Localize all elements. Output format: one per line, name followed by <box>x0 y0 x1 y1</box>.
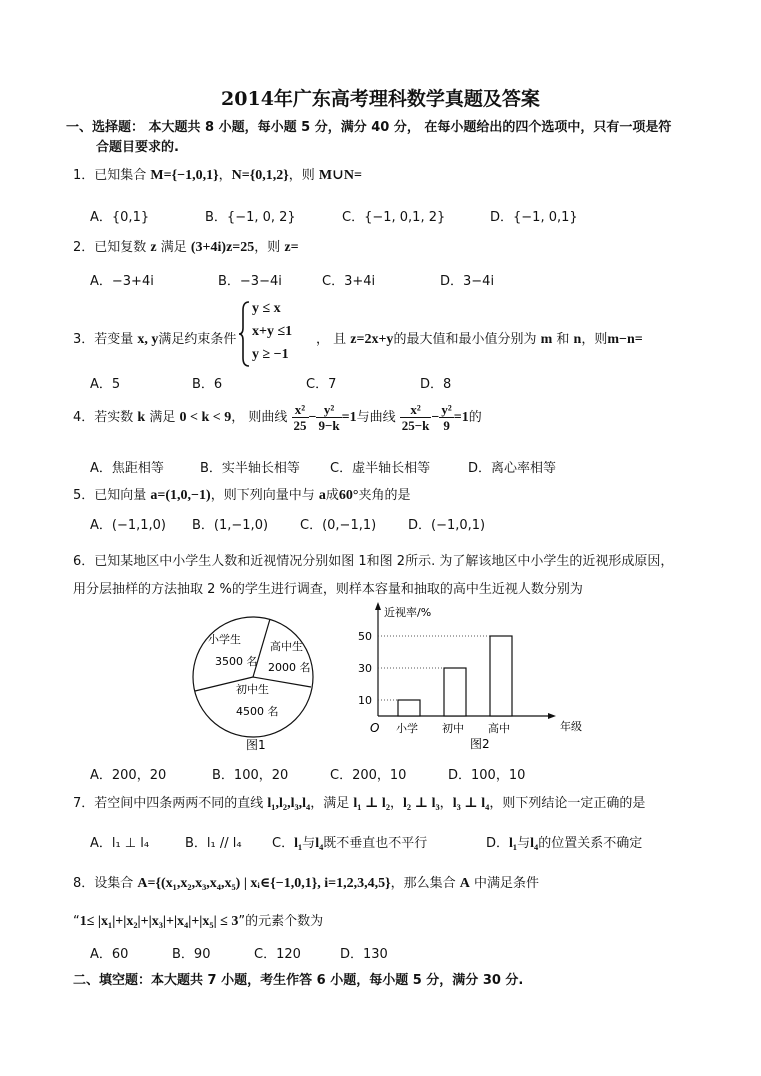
brace-icon <box>237 300 251 368</box>
pie-chart-figure-1 <box>190 605 330 755</box>
y-tick-label: 50 <box>358 630 372 643</box>
x-tick-label: 高中 <box>488 722 510 735</box>
q1-option-c: C．{−1, 0,1, 2} <box>342 210 446 225</box>
q1-option-a: A．{0,1} <box>90 210 150 225</box>
bar-1 <box>444 668 466 716</box>
q8-option-a: A．60 <box>90 947 129 962</box>
q4-option-b: B．实半轴长相等 <box>200 461 300 476</box>
bar-0 <box>398 700 420 716</box>
pie-label-high: 高中生 <box>270 640 303 653</box>
section1-header-line2: 合题目要求的. <box>96 140 179 155</box>
q4-option-d: D．离心率相等 <box>468 461 557 476</box>
q8-option-d: D．130 <box>340 947 388 962</box>
y-tick-label: 10 <box>358 694 372 707</box>
section1-header-line1: 一、选择题： 本大题共 8 小题，每小题 5 分，满分 40 分， 在每小题给出的四个选项中，只有一项是符 <box>66 120 672 135</box>
q5-option-a: A．(−1,1,0) <box>90 518 167 533</box>
constraint-2: x+y ≤1 <box>252 324 293 339</box>
bar-2 <box>490 636 512 716</box>
q6-option-b: B．100，20 <box>212 768 289 783</box>
section2-header: 二、填空题：本大题共 7 小题，考生作答 6 小题，每小题 5 分，满分 30 分. <box>73 973 524 988</box>
q7-option-b: B．l₁ // l₄ <box>185 836 242 851</box>
question-1: 1．已知集合 M={−1,0,1}，N={0,1,2}，则 M∪N= <box>73 168 362 183</box>
pie-count-middle: 4500 名 <box>236 705 279 718</box>
x-axis-arrow-icon <box>548 713 556 719</box>
fraction: $\frac{\text{x²}}{25}$ <box>293 402 307 433</box>
q6-option-a: A．200，20 <box>90 768 167 783</box>
question-6-line2: 用分层抽样的方法抽取 2 %的学生进行调查，则样本容量和抽取的高中生近视人数分别为 <box>73 582 583 597</box>
question-4: 4．若实数 k 满足 0 < k < 9， 则曲线 $\frac{\text{x²}}{25}$ − $\frac{\text{y²}}{9-k}$ =1与曲线 $\frac{\text{x²}}{25-k}$ − $\frac{\text{y²}}{9}$ =1的 <box>73 402 482 433</box>
question-3-tail: ， 且 z=2x+y的最大值和最小值分别为 m 和 n，则m−n= <box>316 332 643 347</box>
pie-count-high: 2000 名 <box>268 661 311 674</box>
q7-option-c: C．l₁与l₄既不垂直也不平行 <box>272 836 428 851</box>
question-5: 5．已知向量 a=(1,0,−1)，则下列向量中与 a成60°夹角的是 <box>73 488 411 503</box>
origin-label: O <box>370 721 380 735</box>
q3-option-d: D．8 <box>420 377 452 392</box>
q7-option-a: A．l₁ ⊥ l₄ <box>90 836 150 851</box>
question-2: 2．已知复数 z 满足 (3+4i)z=25，则 z= <box>73 240 299 255</box>
question-8: 8．设集合 A={(x₁,x₂,x₃,x₄,x₅) | xᵢ∈{−1,0,1}, i=1,2,3,4,5}，那么集合 A 中满足条件 <box>73 876 540 891</box>
fraction: $\frac{\text{x²}}{25-k}$ <box>401 402 430 433</box>
pie-count-primary: 3500 名 <box>215 655 258 668</box>
q5-option-c: C．(0,−1,1) <box>300 518 377 533</box>
y-axis-arrow-icon <box>375 602 381 610</box>
fraction: $\frac{\text{y²}}{9-k}$ <box>318 402 340 433</box>
q3-option-a: A．5 <box>90 377 121 392</box>
q6-option-d: D．100，10 <box>448 768 526 783</box>
figure-1-caption: 图1 <box>246 738 266 752</box>
q3-option-c: C．7 <box>306 377 337 392</box>
q5-option-d: D．(−1,0,1) <box>408 518 486 533</box>
q6-option-c: C．200，10 <box>330 768 407 783</box>
bar-chart-figure-2 <box>360 600 600 755</box>
page-title: 2014年广东高考理科数学真题及答案 <box>221 88 540 110</box>
q2-option-a: A．−3+4i <box>90 274 154 289</box>
constraint-1: y ≤ x <box>252 301 281 316</box>
q8-option-c: C．120 <box>254 947 301 962</box>
x-axis-label: 年级 <box>560 720 582 733</box>
q2-option-d: D．3−4i <box>440 274 495 289</box>
q4-option-c: C．虚半轴长相等 <box>330 461 431 476</box>
y-axis-label: 近视率/% <box>384 606 432 619</box>
pie-label-middle: 初中生 <box>236 683 269 696</box>
question-7: 7．若空间中四条两两不同的直线 l₁,l₂,l₃,l₄，满足 l₁ ⊥ l₂，l₂ ⊥ l₃，l₃ ⊥ l₄，则下列结论一定正确的是 <box>73 796 646 811</box>
q1-option-b: B．{−1, 0, 2} <box>205 210 296 225</box>
question-6-line1: 6．已知某地区中小学生人数和近视情况分别如图 1和图 2所示. 为了解该地区中小学生的近视形成原因， <box>73 554 674 569</box>
q4-option-a: A．焦距相等 <box>90 461 164 476</box>
q2-option-c: C．3+4i <box>322 274 376 289</box>
q5-option-b: B．(1,−1,0) <box>192 518 269 533</box>
q2-option-b: B．−3−4i <box>218 274 282 289</box>
q7-option-d: D．l₁与l₄的位置关系不确定 <box>486 836 643 851</box>
q8-option-b: B．90 <box>172 947 211 962</box>
x-tick-label: 初中 <box>442 722 464 735</box>
q1-option-d: D．{−1, 0,1} <box>490 210 578 225</box>
q3-option-b: B．6 <box>192 377 223 392</box>
x-tick-label: 小学 <box>396 722 418 735</box>
y-tick-label: 30 <box>358 662 372 675</box>
figure-2-caption: 图2 <box>470 737 490 751</box>
fraction: $\frac{\text{y²}}{9}$ <box>441 402 452 433</box>
constraint-3: y ≥ −1 <box>252 347 289 362</box>
question-3-text: 3．若变量 x, y满足约束条件 <box>73 332 237 347</box>
pie-label-primary: 小学生 <box>208 633 241 646</box>
question-8-condition: “1≤ |x₁|+|x₂|+|x₃|+|x₄|+|x₅| ≤ 3”的元素个数为 <box>73 914 324 929</box>
